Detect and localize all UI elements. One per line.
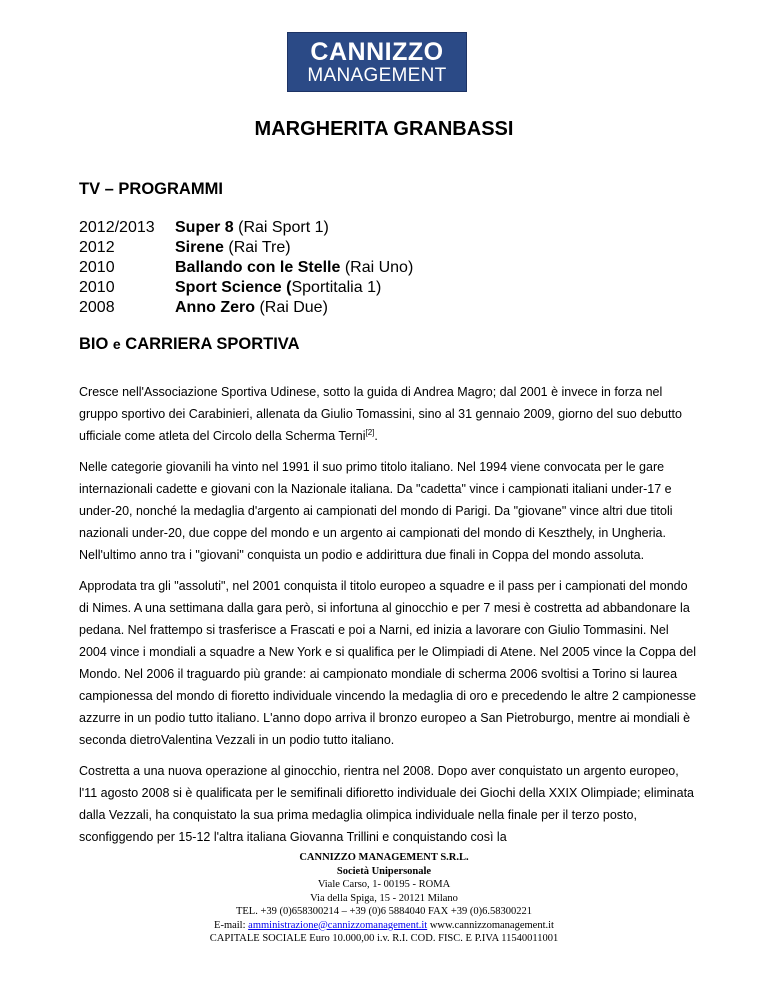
tv-item [79, 299, 413, 319]
tv-channel: (Rai Due) [255, 299, 328, 316]
bio-text [79, 381, 699, 857]
footer-contact [0, 919, 768, 933]
bio-paragraph: Costretta a una nuova operazione al ginocchio, rientra nel 2008. Dopo aver conquistato un argento europeo, l'11 agosto 2008 si è qualificata per le semifinali difioretto individuale dei Giochi della XXIX Olimpiade; eliminata dalla Vezzali, ha conquistato la sua prima medaglia olimpica individuale nella finale per il terzo posto, sconfiggendo per 15-12 l'altra italiana Giovanna Trillini e conquistando così la [79, 764, 694, 844]
page-title: MARGHERITA GRANBASSI [254, 118, 514, 140]
tv-item [79, 239, 413, 259]
tv-channel: (Rai Sport 1) [233, 219, 329, 236]
company-logo [287, 32, 467, 92]
tv-item [79, 279, 413, 299]
bio-paragraph-end: . [374, 429, 378, 443]
tv-heading: TV – PROGRAMMI [79, 180, 223, 198]
tv-channel: (Rai Tre) [223, 239, 291, 256]
tv-channel: Sportitalia 1) [291, 279, 382, 296]
logo-line1: CANNIZZO [310, 37, 444, 66]
tv-channel: (Rai Uno) [340, 259, 414, 276]
bio-paragraph-text: Cresce nell'Associazione Sportiva Udinese, sotto la guida di Andrea Magro; dal 2001 è invece in forza nel gruppo sportivo dei Carabinieri, allenata da Giulio Tomassini, sino al 31 gennaio 2009, giorno del suo debutto ufficiale come atleta del Circolo della Scherma Terni [79, 385, 682, 443]
footer-company: CANNIZZO MANAGEMENT S.R.L. [299, 852, 469, 863]
tv-show: Anno Zero [175, 299, 255, 316]
email-link[interactable]: amministrazione@cannizzomanagement.it [248, 919, 428, 931]
tv-year: 2012 [79, 239, 115, 256]
footer-address-milan: Via della Spiga, 15 - 20121 Milano [310, 892, 458, 904]
tv-program-list [79, 219, 413, 319]
bio-heading [79, 335, 299, 354]
citation-ref: [2] [365, 427, 375, 437]
tv-show: Sport Science ( [175, 279, 292, 296]
website-text: www.cannizzomanagement.it [427, 919, 554, 931]
footer-address-rome: Viale Carso, 1- 00195 - ROMA [317, 879, 451, 890]
tv-show: Sirene [175, 239, 224, 256]
bio-heading-part: CARRIERA SPORTIVA [120, 335, 300, 353]
bio-paragraph: Approdata tra gli "assoluti", nel 2001 conquista il titolo europeo a squadre e il pass per i campionati del mondo di Nimes. A una settimana dalla gara però, si infortuna al ginocchio e per 7 mesi è costretta ad abbandonare la pedana. Nel frattempo si trasferisce a Frascati e poi a Narni, ed inizia a lavorare con Giulio Tommasini. Nel 2004 vince i mondiali a squadre a New York e si qualifica per le Olimpiadi di Atene. Nel 2005 vince la Coppa del Mondo. Nel 2006 il traguardo più grande: ai campionato mondiale di scherma 2006 svoltisi a Torino si laurea campionessa del mondo di fioretto individuale vincendo la medaglia di oro e precedendo le altre 2 campionesse azzurre in un podio tutto italiano. L'anno dopo arriva il bronzo europeo a San Pietroburgo, mentre ai mondiali è seconda dietroValentina Vezzali in un podio tutto italiano. [79, 579, 697, 747]
logo-line2: MANAGEMENT [307, 64, 447, 86]
page-footer [0, 851, 768, 946]
tv-show: Ballando con le Stelle [175, 259, 341, 276]
tv-year: 2010 [79, 279, 115, 296]
tv-item [79, 219, 413, 239]
tv-item [79, 259, 413, 279]
tv-year: 2012/2013 [79, 219, 155, 236]
bio-paragraph [79, 381, 699, 447]
bio-heading-part: BIO [79, 335, 113, 353]
tv-show: Super 8 [175, 219, 234, 236]
tv-year: 2008 [79, 299, 115, 316]
bio-paragraph: Nelle categorie giovanili ha vinto nel 1991 il suo primo titolo italiano. Nel 1994 viene convocata per le gare internazionali cadette e giovani con la Nazionale italiana. Da "cadetta" vince i campionati italiani under-17 e under-20, nonché la medaglia d'argento ai campionati del mondo di Parigi. Da "giovane" vince altri due titoli nazionali under-20, due coppe del mondo e un argento ai campionati del mondo di Keszthely, in Ungheria. Nell'ultimo anno tra i "giovani" conquista un podio e addirittura due finali in Coppa del mondo assoluta. [79, 460, 673, 562]
footer-company-type: Società Unipersonale [336, 865, 432, 877]
footer-phones: TEL. +39 (0)658300214 – +39 (0)6 5884040 FAX +39 (0)6.58300221 [235, 906, 533, 917]
bio-heading-part: e [112, 336, 121, 352]
tv-year: 2010 [79, 259, 115, 276]
email-label: E-mail: [214, 919, 249, 931]
footer-capital: CAPITALE SOCIALE Euro 10.000,00 i.v. R.I. COD. FISC. E P.IVA 11540011001 [209, 933, 559, 944]
